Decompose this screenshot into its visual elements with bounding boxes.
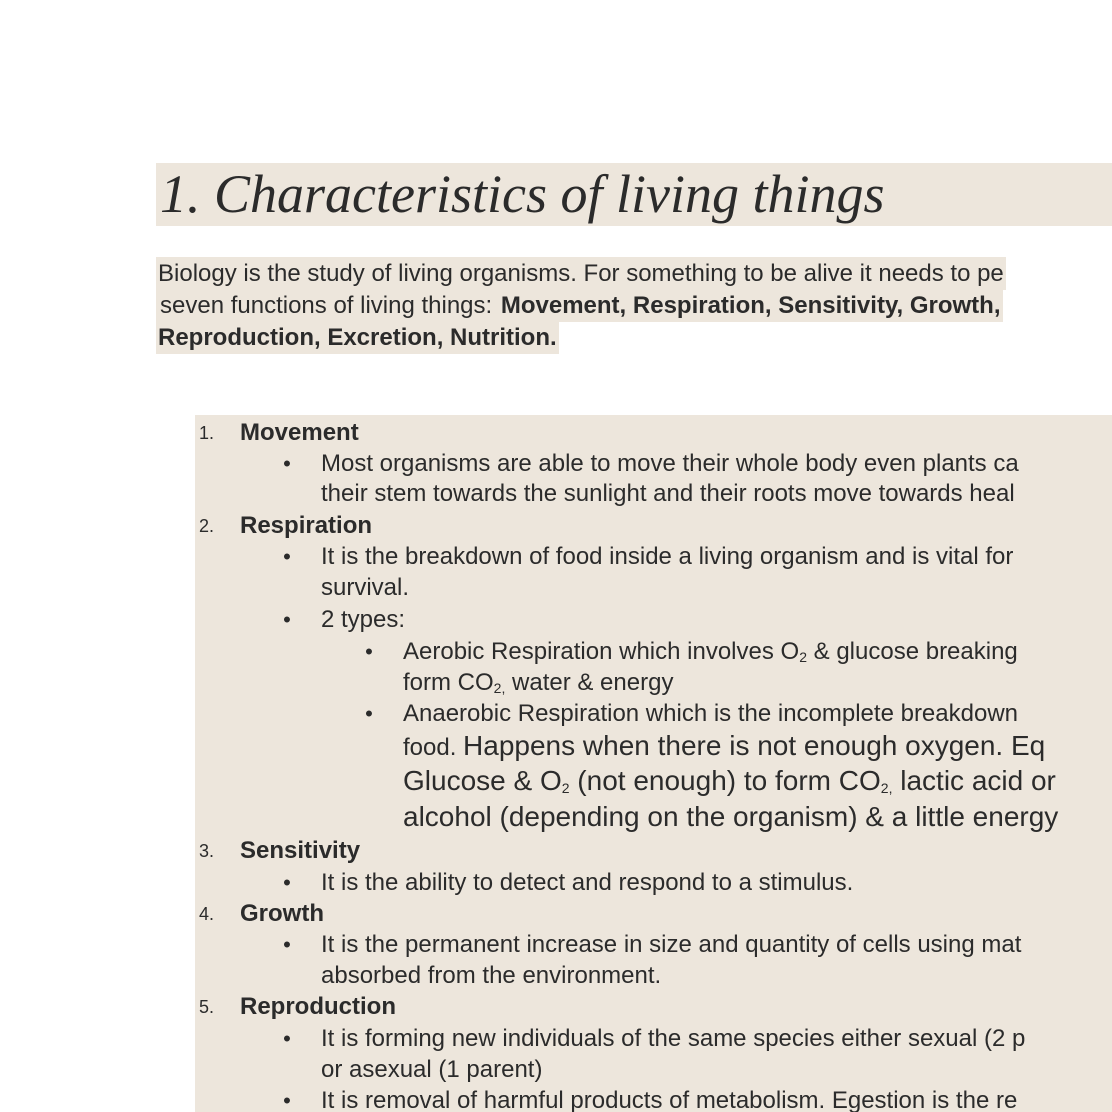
- list-heading: Sensitivity: [240, 837, 361, 864]
- list-text: alcohol (depending on the organism) & a little energy: [403, 801, 1059, 832]
- intro-line-2-text: seven functions of living things:: [160, 292, 499, 319]
- list-number: 3.: [199, 841, 215, 861]
- list-item: [0, 572, 1112, 604]
- list-item: [0, 929, 1112, 961]
- intro-line-3: [156, 321, 559, 354]
- list-number: 5.: [199, 997, 215, 1017]
- list-text: [403, 667, 673, 699]
- list-text: [403, 636, 1018, 668]
- list-text: [403, 765, 1056, 797]
- list-heading: Reproduction: [240, 993, 396, 1020]
- text-run: (not enough) to form CO: [569, 765, 881, 796]
- bullet-icon: •: [283, 870, 291, 895]
- subscript: 2,: [880, 780, 893, 796]
- list-item-anaerobic: [0, 698, 1112, 730]
- list-text: It is the breakdown of food inside a living organism and is vital for: [321, 543, 1014, 570]
- list-text: It is the ability to detect and respond to a stimulus.: [321, 869, 854, 896]
- list-text: It is removal of harmful products of metabolism. Egestion is the re: [321, 1087, 1018, 1112]
- list-text: survival.: [321, 574, 410, 601]
- text-run: & glucose breaking: [806, 638, 1018, 665]
- list-number: 4.: [199, 904, 215, 924]
- subscript: 2: [561, 780, 570, 796]
- subscript: 2: [799, 649, 807, 665]
- text-run: form CO: [403, 669, 494, 696]
- list-text: or asexual (1 parent): [321, 1056, 543, 1083]
- subscript: 2,: [493, 680, 506, 696]
- list-number: 2.: [199, 516, 215, 536]
- list-text: It is forming new individuals of the same species either sexual (2 p: [321, 1025, 1026, 1052]
- list-item: [0, 1054, 1112, 1086]
- list-heading: Respiration: [240, 512, 373, 539]
- text-run: Happens when there is not enough oxygen. Eq: [463, 730, 1046, 761]
- list-text: absorbed from the environment.: [321, 962, 662, 989]
- list-item: [0, 730, 1112, 762]
- list-item: [0, 541, 1112, 573]
- intro-line-1: Biology is the study of living organisms. For something to be alive it needs to pe: [156, 257, 1006, 290]
- text-run: Glucose & O: [403, 765, 562, 796]
- list-item-aerobic: [0, 636, 1112, 668]
- list-heading: Growth: [240, 900, 324, 927]
- list-text: 2 types:: [321, 606, 406, 633]
- list-item: [0, 960, 1112, 992]
- list-text: It is the permanent increase in size and quantity of cells using mat: [321, 931, 1022, 958]
- list-text: their stem towards the sunlight and their roots move towards heal: [321, 480, 1015, 507]
- text-run: water & energy: [505, 669, 674, 696]
- list-text: Anaerobic Respiration which is the incomplete breakdown: [403, 700, 1018, 727]
- intro-line-3-bold: Reproduction, Excretion, Nutrition.: [158, 324, 557, 351]
- intro-line-2: [156, 289, 1003, 322]
- list-item-reproduction: [0, 991, 1112, 1023]
- bullet-icon: •: [365, 701, 373, 726]
- list-item-movement: [0, 417, 1112, 449]
- list-number: 1.: [199, 423, 215, 443]
- list-item: [0, 1023, 1112, 1055]
- text-run: lactic acid or: [892, 765, 1056, 796]
- list-item: [0, 801, 1112, 833]
- intro-line-2-bold: Movement, Respiration, Sensitivity, Growth,: [500, 292, 1001, 319]
- list-text: [403, 730, 1045, 764]
- intro-paragraph: [156, 258, 1112, 354]
- page-title: 1. Characteristics of living things: [156, 163, 1112, 226]
- list-item: [0, 867, 1112, 899]
- list-item: [0, 604, 1112, 636]
- text-run: food.: [403, 734, 464, 761]
- list-item: [0, 448, 1112, 480]
- bullet-icon: •: [283, 544, 291, 569]
- list-item-sensitivity: [0, 835, 1112, 867]
- list-item: [0, 765, 1112, 797]
- list-item: [0, 478, 1112, 510]
- text-run: Aerobic Respiration which involves O: [403, 638, 800, 665]
- bullet-icon: •: [283, 932, 291, 957]
- list-item-growth: [0, 898, 1112, 930]
- list-item: [0, 1085, 1112, 1112]
- list-item-respiration: [0, 510, 1112, 542]
- bullet-icon: •: [283, 607, 291, 632]
- list-item: [0, 667, 1112, 699]
- bullet-icon: •: [283, 1026, 291, 1051]
- bullet-icon: •: [365, 639, 373, 664]
- bullet-icon: •: [283, 1088, 291, 1112]
- list-text: Most organisms are able to move their whole body even plants ca: [321, 450, 1019, 477]
- list-heading: Movement: [240, 419, 359, 446]
- bullet-icon: •: [283, 451, 291, 476]
